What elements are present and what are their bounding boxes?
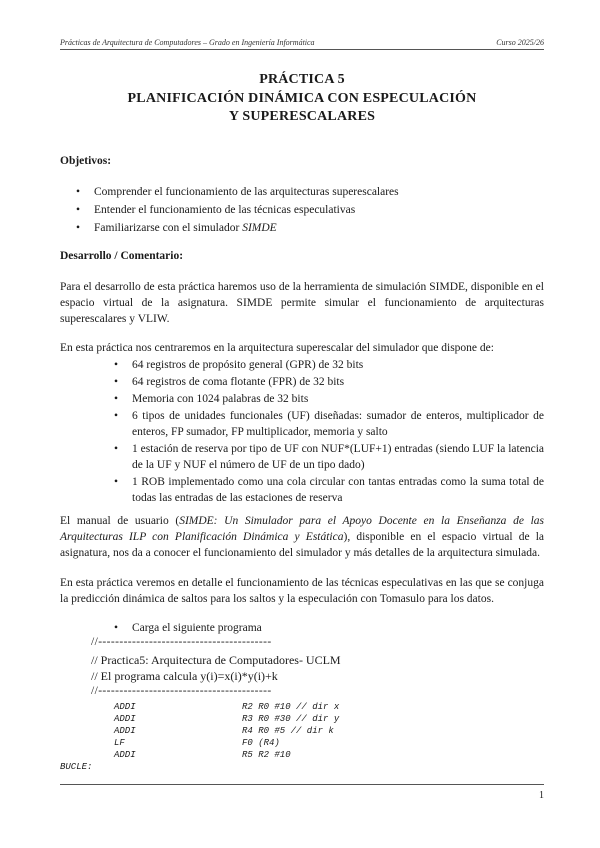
page-number: 1 bbox=[539, 790, 544, 801]
list-item: • Memoria con 1024 palabras de 32 bits bbox=[114, 391, 544, 407]
code-line: ADDI R3 R0 #30 // dir y bbox=[114, 714, 340, 724]
list-item: • Comprender el funcionamiento de las arquitecturas superescalares bbox=[76, 184, 536, 200]
practice-number: PRÁCTICA 5 bbox=[259, 72, 345, 87]
practice-title-line1: PLANIFICACIÓN DINÁMICA CON ESPECULACIÓN bbox=[127, 91, 477, 106]
code-line: ADDI R5 R2 #10 bbox=[114, 750, 291, 760]
code-line: ADDI R4 R0 #5 // dir k bbox=[114, 726, 334, 736]
header-course-title: Prácticas de Arquitectura de Computadores – Grado en Ingeniería Informática bbox=[60, 38, 315, 47]
code-comment: // El programa calcula y(i)=x(i)*y(i)+k bbox=[91, 669, 278, 683]
program-bullet bbox=[114, 620, 514, 636]
list-item: • 1 estación de reserva por tipo de UF con NUF*(LUF+1) entradas (siendo LUF la latencia de la UF y NUF el número de UF de un tipo dado) bbox=[114, 441, 544, 473]
practice-title-line2: Y SUPERESCALARES bbox=[228, 109, 376, 124]
list-item: • 64 registros de propósito general (GPR) de 32 bits bbox=[114, 357, 544, 373]
simulator-name: SIMDE bbox=[242, 222, 277, 234]
code-comment: // Practica5: Arquitectura de Computadores- UCLM bbox=[91, 653, 341, 667]
code-line: ADDI R2 R0 #10 // dir x bbox=[114, 702, 340, 712]
page-header bbox=[60, 38, 544, 47]
list-item: • Entender el funcionamiento de las técnicas especulativas bbox=[76, 202, 536, 218]
list-item: • 64 registros de coma flotante (FPR) de 32 bits bbox=[114, 374, 544, 390]
list-item: • 1 ROB implementado como una cola circular con tantas entradas como la suma total de todas las entradas de las estaciones de reserva bbox=[114, 474, 544, 506]
manual-title: SIMDE: Un Simulador para el Apoyo Docente en la Enseñanza de las Arquitecturas ILP con Planificación Dinámica y Estática bbox=[60, 515, 544, 543]
development-heading: Desarrollo / Comentario: bbox=[60, 250, 184, 262]
footer-divider bbox=[60, 784, 544, 785]
code-separator: //----------------------------------------- bbox=[91, 636, 272, 648]
list-item: • Carga el siguiente programa bbox=[114, 620, 514, 636]
header-academic-year: Curso 2025/26 bbox=[496, 38, 544, 47]
intro-paragraph: Para el desarrollo de esta práctica haremos uso de la herramienta de simulación SIMDE, disponible en el espacio virtual de la asignatura. SIMDE permite simular el funcionamiento de arquitecturas superescalares y VLIW. bbox=[60, 281, 544, 325]
objectives-list bbox=[76, 184, 536, 238]
manual-paragraph: El manual de usuario (SIMDE: Un Simulador para el Apoyo Docente en la Enseñanza de las Arquitecturas ILP con Planificación Dinámica y Estática), disponible en el espacio virtual de la asignatura, nos da a conocer el funcionamiento del simulador y más detalles de la arquitectura simulada. bbox=[60, 515, 544, 559]
code-separator: //----------------------------------------- bbox=[91, 685, 272, 697]
list-item: • 6 tipos de unidades funcionales (UF) diseñadas: sumador de enteros, multiplicador de enteros, FP sumador, FP multiplicador, memoria y salto bbox=[114, 408, 544, 440]
header-divider bbox=[60, 49, 544, 50]
objectives-heading: Objetivos: bbox=[60, 155, 112, 167]
speculation-paragraph: En esta práctica veremos en detalle el funcionamiento de las técnicas especulativas en las que se conjuga la predicción dinámica de saltos para los saltos y la especulación con Tomasulo para los datos. bbox=[60, 577, 544, 605]
code-line: LF F0 (R4) bbox=[114, 738, 280, 748]
code-label: BUCLE: bbox=[60, 762, 93, 772]
list-item: • Familiarizarse con el simulador SIMDE bbox=[76, 220, 536, 236]
architecture-intro: En esta práctica nos centraremos en la arquitectura superescalar del simulador que dispone de: bbox=[60, 342, 494, 354]
features-list bbox=[114, 357, 544, 507]
